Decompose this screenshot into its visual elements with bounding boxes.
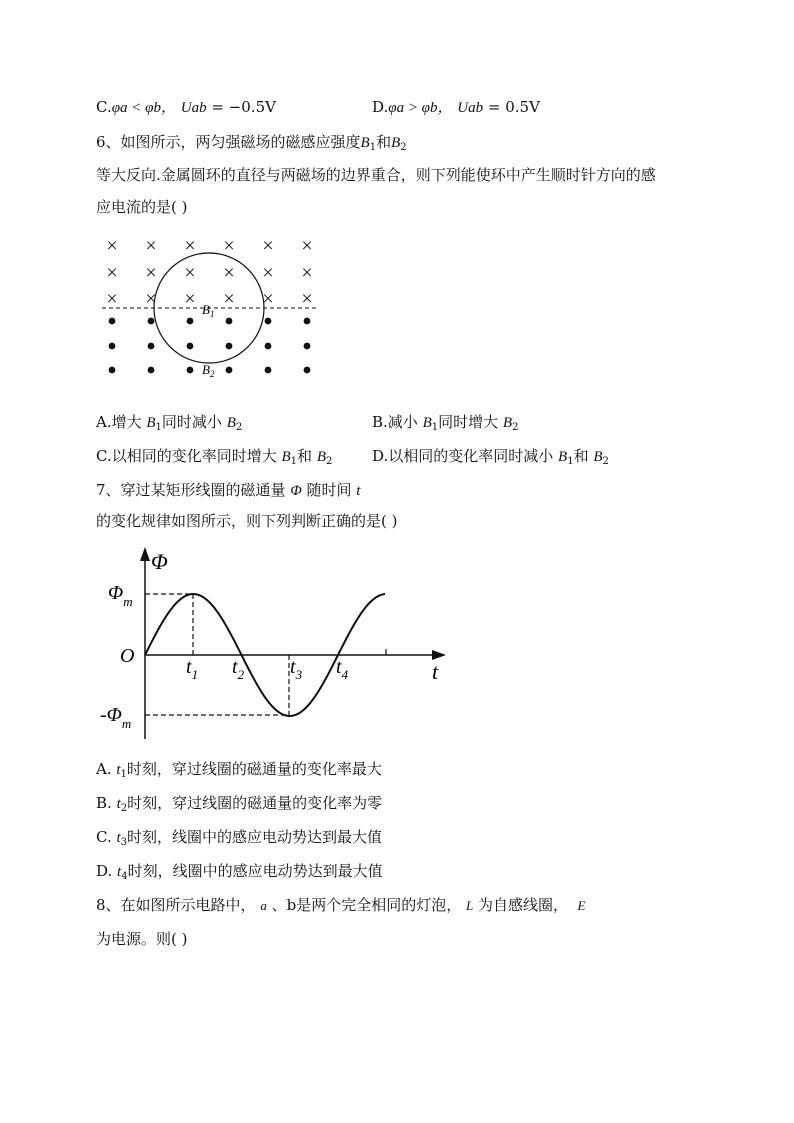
time-tick-labels: [186, 656, 349, 682]
q7-option-d: D. $t_4$时刻，线圈中的感应电动势达到最大值: [96, 862, 383, 882]
q6-option-c: C.以相同的变化率同时增大 $B_1$和 $B_2$: [96, 447, 333, 467]
q5-option-c: C.φa < φb， Uab = −0.5V: [96, 98, 276, 116]
cross-symbol: ×: [223, 288, 235, 310]
field-b1-crosses: [106, 235, 312, 310]
label-b2: $B_2$: [202, 362, 215, 379]
q6-option-a: A.增大 $B_1$同时减小 $B_2$: [96, 413, 243, 433]
uab-label: Uab: [457, 100, 484, 116]
cross-symbol: ×: [301, 235, 313, 257]
cross-symbol: ×: [223, 235, 235, 257]
q7-option-b: B. $t_2$时刻，穿过线圈的磁通量的变化率为零: [96, 794, 383, 814]
dot-symbol: [304, 343, 311, 350]
q6-stem-line2: 等大反向.金属圆环的直径与两磁场的边界重合，则下列能使环中产生顺时针方向的感: [96, 166, 656, 184]
cross-symbol: ×: [106, 262, 118, 284]
y-axis-arrow: [140, 547, 150, 561]
t1-label: $t_1$: [186, 656, 199, 682]
cross-symbol: ×: [262, 288, 274, 310]
q7-stem-line2: 的变化规律如图所示，则下列判断正确的是( ): [96, 512, 398, 530]
origin-label: O: [120, 645, 135, 667]
cross-symbol: ×: [223, 262, 235, 284]
cross-symbol: ×: [301, 288, 313, 310]
dot-symbol: [226, 343, 233, 350]
q6-field-figure: [96, 232, 336, 392]
cross-symbol: ×: [184, 262, 196, 284]
cross-symbol: ×: [145, 288, 157, 310]
q8-stem-line2: 为电源。则( ): [96, 930, 188, 948]
cross-symbol: ×: [145, 262, 157, 284]
dot-symbol: [226, 367, 233, 374]
cross-symbol: ×: [184, 235, 196, 257]
q5-option-d: D.φa > φb， Uab = 0.5V: [372, 98, 540, 116]
uab-label: Uab: [180, 100, 207, 116]
label-b1: $B_1$: [202, 302, 215, 319]
cross-symbol: ×: [106, 288, 118, 310]
cross-symbol: ×: [184, 288, 196, 310]
axis-x-label: t: [432, 659, 439, 684]
q7-option-a: A. $t_1$时刻，穿过线圈的磁通量的变化率最大: [96, 760, 382, 780]
cross-symbol: ×: [262, 235, 274, 257]
q6-option-b: B.减小 $B_1$同时增大 $B_2$: [372, 413, 519, 433]
dot-symbol: [109, 367, 116, 374]
cross-symbol: ×: [301, 262, 313, 284]
dot-symbol: [304, 318, 311, 325]
phi-max-label: $\Phi_m$: [108, 582, 133, 609]
cross-symbol: ×: [262, 262, 274, 284]
q7-flux-graph: [96, 543, 456, 743]
t4-label: $t_4$: [336, 656, 349, 682]
dot-symbol: [187, 318, 194, 325]
q6-stem-line3: 应电流的是( ): [96, 198, 188, 216]
cross-symbol: ×: [106, 235, 118, 257]
dot-symbol: [265, 343, 272, 350]
t3-label: $t_3$: [290, 656, 303, 682]
dot-symbol: [109, 318, 116, 325]
q8-stem-line1: 8、在如图所示电路中， a 、b是两个完全相同的灯泡， L 为自感线圈， E: [96, 896, 586, 914]
dot-symbol: [109, 343, 116, 350]
q6-option-d: D.以相同的变化率同时减小 $B_1$和 $B_2$: [372, 447, 609, 467]
dot-symbol: [226, 318, 233, 325]
cross-symbol: ×: [145, 235, 157, 257]
dot-symbol: [148, 343, 155, 350]
dot-symbol: [265, 318, 272, 325]
dot-symbol: [148, 318, 155, 325]
dot-symbol: [187, 343, 194, 350]
q7-option-c: C. $t_3$时刻，线圈中的感应电动势达到最大值: [96, 828, 383, 848]
t2-label: $t_2$: [232, 656, 245, 682]
dot-symbol: [304, 367, 311, 374]
dot-symbol: [265, 367, 272, 374]
axis-y-label: Φ: [151, 549, 168, 574]
dot-symbol: [148, 367, 155, 374]
dot-symbol: [187, 367, 194, 374]
q6-stem-line1: 6、如图所示，两匀强磁场的磁感应强度$B_1$和$B_2$: [96, 133, 407, 153]
q7-stem-line1: 7、穿过某矩形线圈的磁通量 Φ 随时间 t: [96, 481, 361, 499]
phi-min-label: $-\Phi_m$: [100, 704, 132, 731]
